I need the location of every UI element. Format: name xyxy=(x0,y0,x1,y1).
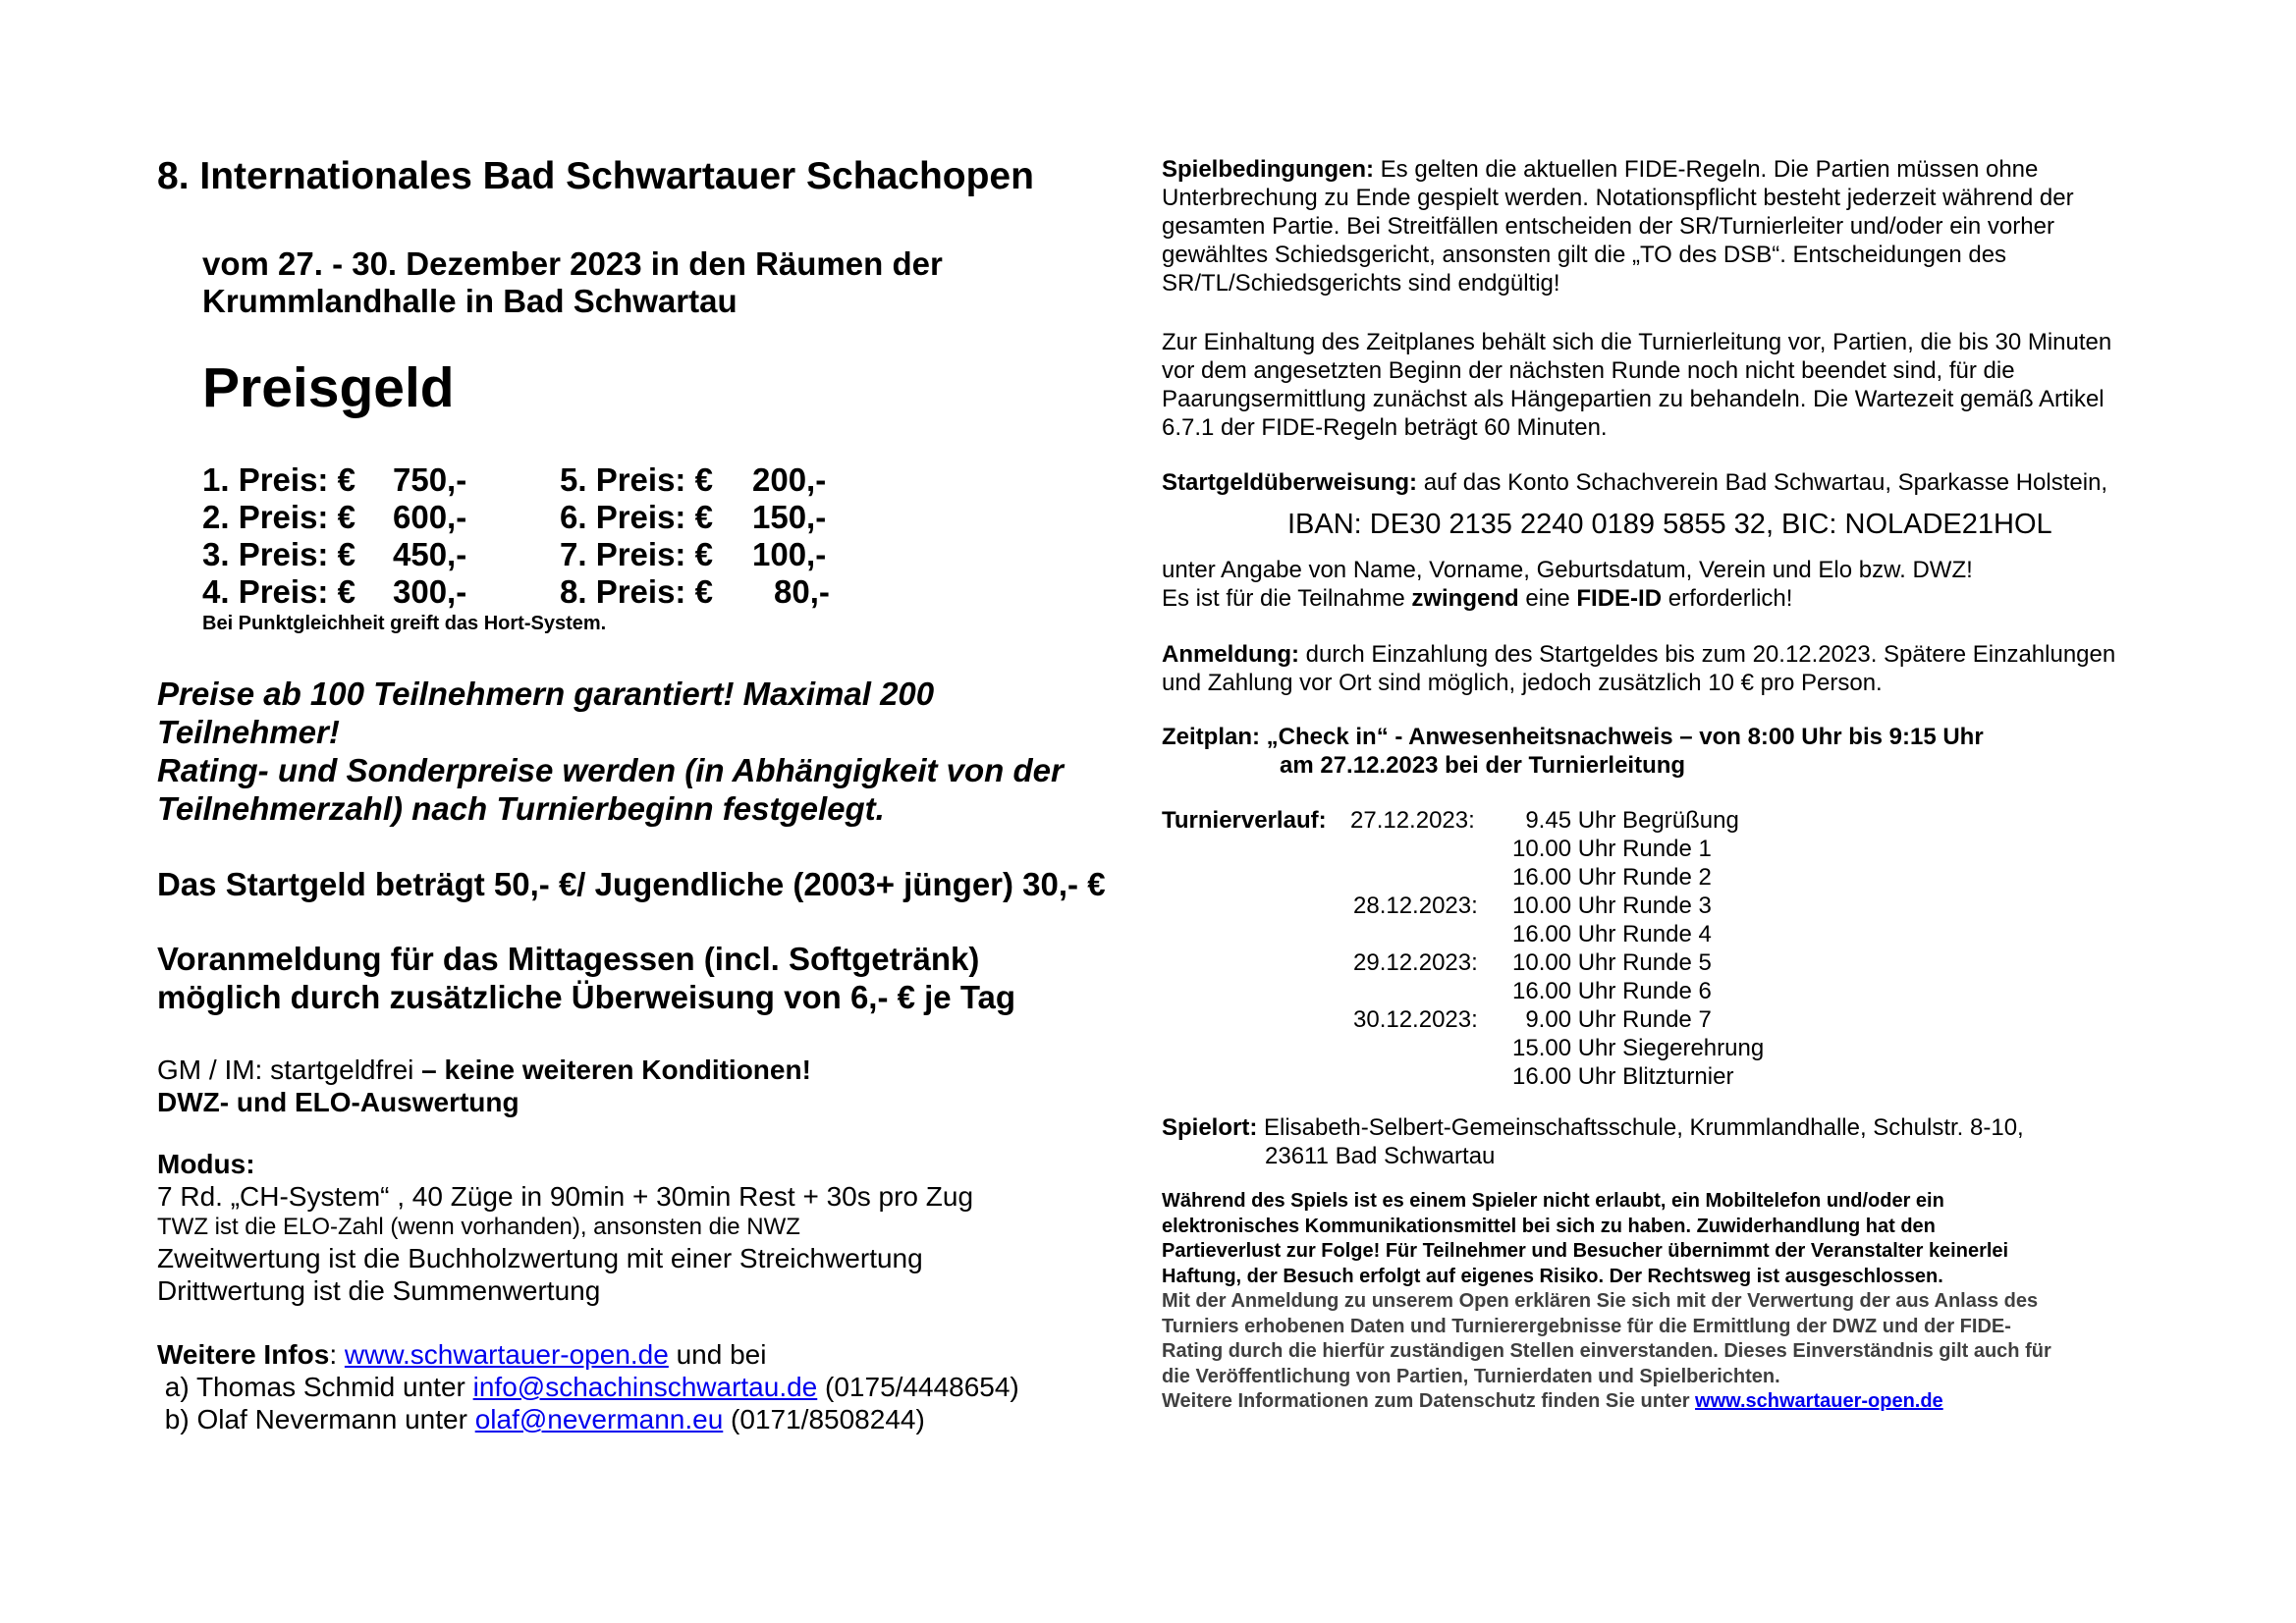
venue-label: Spielort: xyxy=(1162,1114,1258,1141)
schedule-event: 16.00 Uhr Runde 2 xyxy=(1512,864,1712,891)
fide-mid: eine xyxy=(1518,585,1577,612)
timing-line-1: Zur Einhaltung des Zeitplanes behält sich die Turnierleitung vor, Partien, die bis 30 Minuten xyxy=(1162,329,2112,355)
fide-post: erforderlich! xyxy=(1662,585,1793,612)
prize-label: 3. Preis: € xyxy=(202,536,355,572)
tournament-schedule-label: Turnierverlauf: xyxy=(1162,807,1327,834)
prize-amount: 80,- xyxy=(774,573,830,610)
prize-amount: 150,- xyxy=(752,499,827,535)
timing-line-4: 6.7.1 der FIDE-Regeln beträgt 60 Minuten. xyxy=(1162,414,1608,441)
reference-line: unter Angabe von Name, Vorname, Geburtsdatum, Verein und Elo bzw. DWZ! xyxy=(1162,557,1973,583)
dwz-elo: DWZ- und ELO-Auswertung xyxy=(157,1087,519,1117)
conditions-line-1 xyxy=(1162,155,2074,184)
transfer-label: Startgeldüberweisung: xyxy=(1162,469,1418,496)
prize-amount: 100,- xyxy=(752,536,827,572)
info-line xyxy=(157,1339,766,1371)
iban: IBAN: DE30 2135 2240 0189 5855 32, BIC: NOLADE21HOL xyxy=(1287,509,2052,540)
prize-label: 8. Preis: € xyxy=(560,573,713,610)
privacy-line-2: Turniers erhobenen Daten und Turnierergebnisse für die Ermittlung der DWZ und der FIDE- xyxy=(1162,1315,2011,1337)
conditions-line-2: Unterbrechung zu Ende gespielt werden. Notationspflicht besteht jederzeit während der xyxy=(1162,185,2074,211)
fide-id-line xyxy=(1162,584,1973,613)
schedule-event: 9.45 Uhr Begrüßung xyxy=(1512,807,1739,834)
contact-b-name: b) Olaf Nevermann unter xyxy=(157,1404,475,1434)
date-line-2: Krummlandhalle in Bad Schwartau xyxy=(202,283,738,319)
privacy-line-1: Mit der Anmeldung zu unserem Open erklären Sie sich mit der Verwertung der aus Anlass des xyxy=(1162,1290,2039,1312)
conditions-line-3: gesamten Partie. Bei Streitfällen entscheiden der SR/Turnierleiter und/oder ein vorher xyxy=(1162,213,2054,240)
schedule-event: 10.00 Uhr Runde 1 xyxy=(1512,836,1712,862)
schedule-event: 15.00 Uhr Siegerehrung xyxy=(1512,1035,1765,1061)
privacy-line-3: Rating durch die hierfür zuständigen Stellen einverstanden. Dieses Einverständnis gilt auch für xyxy=(1162,1340,2051,1362)
page-title: 8. Internationales Bad Schwartauer Schachopen xyxy=(157,155,1034,197)
prize-label: 5. Preis: € xyxy=(560,461,713,498)
fide-bold-2: FIDE-ID xyxy=(1576,585,1663,612)
fide-bold-1: zwingend xyxy=(1411,585,1519,612)
fide-pre: Es ist für die Teilnahme xyxy=(1162,585,1412,612)
registration-line-2: und Zahlung vor Ort sind möglich, jedoch zusätzlich 10 € pro Person. xyxy=(1162,670,1883,696)
schedule-checkin-1: Zeitplan: „Check in“ - Anwesenheitsnachweis – von 8:00 Uhr bis 9:15 Uhr xyxy=(1162,724,1984,750)
prize-label: 4. Preis: € xyxy=(202,573,355,610)
rating-line-1: Rating- und Sonderpreise werden (in Abhängigkeit von der xyxy=(157,752,1064,788)
schedule-event: 9.00 Uhr Runde 7 xyxy=(1512,1006,1712,1033)
mode-line-1: 7 Rd. „CH-System“ , 40 Züge in 90min + 30min Rest + 30s pro Zug xyxy=(157,1181,974,1212)
entry-fee: Das Startgeld beträgt 50,- €/ Jugendliche (2003+ jünger) 30,- € xyxy=(157,866,1106,902)
gm-im-line xyxy=(157,1055,811,1086)
timing-line-3: Paarungsermittlung zunächst als Hängepartien zu behandeln. Die Wartezeit gemäß Artikel xyxy=(1162,386,2105,412)
lunch-line-1: Voranmeldung für das Mittagessen (incl. Softgetränk) xyxy=(157,941,980,977)
mode-heading: Modus: xyxy=(157,1149,255,1179)
transfer-line xyxy=(1162,468,2107,497)
conditions-label: Spielbedingungen: xyxy=(1162,156,1374,183)
schedule-event: 16.00 Uhr Blitzturnier xyxy=(1512,1063,1734,1090)
prize-heading: Preisgeld xyxy=(202,356,455,419)
conditions-line-5: SR/TL/Schiedsgerichts sind endgültig! xyxy=(1162,270,1560,297)
timing-block xyxy=(1162,328,2111,442)
rules-line-1: Während des Spiels ist es einem Spieler nicht erlaubt, ein Mobiltelefon und/oder ein xyxy=(1162,1190,1944,1212)
tiebreak-note: Bei Punktgleichheit greift das Hort-System. xyxy=(202,613,607,634)
website-link[interactable]: www.schwartauer-open.de xyxy=(344,1339,669,1370)
schedule-checkin-2: am 27.12.2023 bei der Turnierleitung xyxy=(1280,752,1686,779)
rules-line-4: Haftung, der Besuch erfolgt auf eigenes Risiko. Der Rechtsweg ist ausgeschlossen. xyxy=(1162,1265,1943,1287)
venue-text: Elisabeth-Selbert-Gemeinschaftsschule, Krummlandhalle, Schulstr. 8-10, xyxy=(1257,1114,2024,1141)
privacy-text: Weitere Informationen zum Datenschutz finden Sie unter xyxy=(1162,1390,1696,1412)
registration-line-1 xyxy=(1162,640,2115,669)
conditions-text: Es gelten die aktuellen FIDE-Regeln. Die Partien müssen ohne xyxy=(1374,156,2039,183)
schedule-event: 10.00 Uhr Runde 5 xyxy=(1512,949,1712,976)
venue-line-2: 23611 Bad Schwartau xyxy=(1265,1143,1496,1169)
registration-text: durch Einzahlung des Startgeldes bis zum 20.12.2023. Spätere Einzahlungen xyxy=(1298,641,2116,668)
registration-label: Anmeldung: xyxy=(1162,641,1299,668)
rules-notice xyxy=(1162,1189,2051,1415)
privacy-line-5 xyxy=(1162,1389,2051,1415)
privacy-line-4: die Veröffentlichung von Partien, Turnierdaten und Spielberichten. xyxy=(1162,1365,1780,1387)
info-colon: : xyxy=(329,1339,345,1370)
info-suffix: und bei xyxy=(668,1339,767,1370)
gm-im-text: GM / IM: startgeldfrei xyxy=(157,1055,422,1085)
conditions-block xyxy=(1162,155,2074,298)
prize-amount: 600,- xyxy=(393,499,467,535)
privacy-website-link[interactable]: www.schwartauer-open.de xyxy=(1695,1390,1943,1412)
contact-a-name: a) Thomas Schmid unter xyxy=(157,1372,473,1402)
prize-amount: 200,- xyxy=(752,461,827,498)
reference-block xyxy=(1162,556,1973,613)
contact-a-phone: (0175/4448654) xyxy=(817,1372,1019,1402)
conditions-line-4: gewähltes Schiedsgericht, ansonsten gilt die „TO des DSB“. Entscheidungen des xyxy=(1162,242,2007,268)
contact-b-phone: (0171/8508244) xyxy=(723,1404,925,1434)
guarantee-line-2: Teilnehmer! xyxy=(157,714,340,750)
lunch-line-2: möglich durch zusätzliche Überweisung von 6,- € je Tag xyxy=(157,979,1016,1015)
venue-line-1 xyxy=(1162,1113,2024,1142)
prize-label: 1. Preis: € xyxy=(202,461,355,498)
rules-line-3: Partieverlust zur Folge! Für Teilnehmer und Besucher übernimmt der Veranstalter keinerlei xyxy=(1162,1240,2009,1262)
date-line-1: vom 27. - 30. Dezember 2023 in den Räumen der xyxy=(202,245,943,282)
schedule-date: 27.12.2023: xyxy=(1350,807,1475,834)
schedule-date: 28.12.2023: xyxy=(1353,893,1478,919)
mode-line-3: Zweitwertung ist die Buchholzwertung mit einer Streichwertung xyxy=(157,1243,923,1273)
schedule-event: 16.00 Uhr Runde 4 xyxy=(1512,921,1712,947)
contact-b xyxy=(157,1404,925,1435)
gm-im-bold: – keine weiteren Konditionen! xyxy=(421,1055,811,1085)
info-label: Weitere Infos xyxy=(157,1339,330,1370)
transfer-text: auf das Konto Schachverein Bad Schwartau, Sparkasse Holstein, xyxy=(1417,469,2108,496)
registration-block xyxy=(1162,640,2115,697)
prize-label: 2. Preis: € xyxy=(202,499,355,535)
prize-label: 6. Preis: € xyxy=(560,499,713,535)
mode-line-4: Drittwertung ist die Summenwertung xyxy=(157,1275,601,1306)
contact-a-email-link[interactable]: info@schachinschwartau.de xyxy=(472,1372,818,1402)
timing-line-2: vor dem angesetzten Beginn der nächsten Runde noch nicht beendet sind, für die xyxy=(1162,357,2015,384)
schedule-date: 29.12.2023: xyxy=(1353,949,1478,976)
prize-amount: 450,- xyxy=(393,536,467,572)
prize-amount: 300,- xyxy=(393,573,467,610)
schedule-date: 30.12.2023: xyxy=(1353,1006,1478,1033)
schedule-event: 16.00 Uhr Runde 6 xyxy=(1512,978,1712,1004)
schedule-event: 10.00 Uhr Runde 3 xyxy=(1512,893,1712,919)
prize-label: 7. Preis: € xyxy=(560,536,713,572)
guarantee-line-1: Preise ab 100 Teilnehmern garantiert! Maximal 200 xyxy=(157,676,935,712)
contact-b-email-link[interactable]: olaf@nevermann.eu xyxy=(474,1404,724,1434)
prize-amount: 750,- xyxy=(393,461,467,498)
rating-line-2: Teilnehmerzahl) nach Turnierbeginn festgelegt. xyxy=(157,790,885,827)
mode-line-2: TWZ ist die ELO-Zahl (wenn vorhanden), ansonsten die NWZ xyxy=(157,1214,800,1240)
contact-a xyxy=(157,1372,1019,1403)
rules-line-2: elektronisches Kommunikationsmittel bei sich zu haben. Zuwiderhandlung hat den xyxy=(1162,1215,1936,1237)
